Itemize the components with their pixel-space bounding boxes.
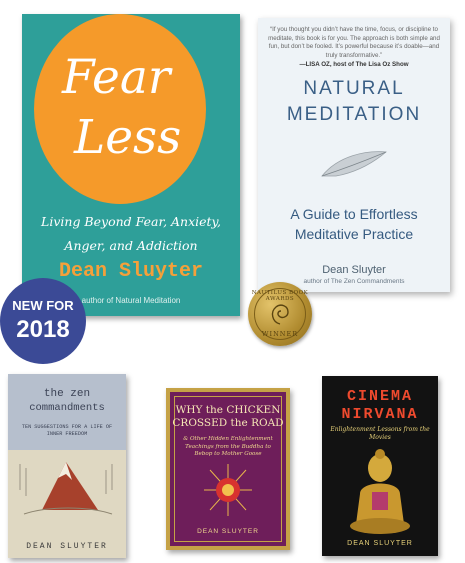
subtitle-line1: A Guide to Effortless xyxy=(290,206,418,222)
title-line2: CROSSED the ROAD xyxy=(172,417,284,429)
book-author: DEAN SLUYTER xyxy=(26,542,108,551)
book-title xyxy=(170,404,286,430)
book-title-line2: NIRVANA xyxy=(341,406,419,423)
book-title-line2: Less xyxy=(74,110,182,165)
book-title-line2: MEDITATION xyxy=(286,104,422,125)
blurb-attribution: —LISA OZ, host of The Lisa Oz Show xyxy=(299,61,409,68)
book-title-line1: the zen xyxy=(43,388,91,400)
blurb-quote: “If you thought you didn’t have the time, focus, or discipline to meditate, this book is for you. The approach is both simple and fun, but don’t be fooled. It’s powerful because it’s doable—and truly transformative.” xyxy=(268,26,440,59)
title-line1: WHY the CHICKEN xyxy=(175,404,281,416)
book-title-line1: NATURAL xyxy=(303,78,405,99)
book-subtitle: Enlightenment Lessons from the Movies xyxy=(330,426,430,441)
book-author: DEAN SLUYTER xyxy=(197,528,259,535)
book-title-line1: Fear xyxy=(62,50,171,105)
book-cover-cinema-nirvana[interactable] xyxy=(322,376,438,556)
book-cover-natural-meditation[interactable] xyxy=(258,18,450,292)
badge-year: 2018 xyxy=(16,316,70,343)
mountain-illustration xyxy=(8,450,126,540)
award-name: NAUTILUS BOOK AWARDS xyxy=(251,290,309,302)
book-subtitle: & Other Hidden Enlightenment Teachings from the Buddha to Bebop to Mother Goose xyxy=(183,436,273,457)
award-seal xyxy=(248,282,312,346)
book-title-line2: commandments xyxy=(29,402,105,414)
book-subtitle xyxy=(30,210,232,258)
feather-icon xyxy=(318,146,390,182)
book-author: DEAN SLUYTER xyxy=(347,540,413,547)
award-winner: WINNER xyxy=(261,330,299,338)
book-blurb xyxy=(266,26,442,70)
orange-brush-circle xyxy=(34,14,206,204)
book-author: Dean Sluyter xyxy=(58,260,204,283)
chicken-emblem-icon xyxy=(204,464,252,516)
buddha-statue-icon xyxy=(346,446,414,536)
book-byline: author of Natural Meditation xyxy=(81,296,181,305)
new-release-badge xyxy=(0,278,86,364)
book-cover-why-the-chicken[interactable] xyxy=(166,388,290,550)
book-cover-fear-less[interactable] xyxy=(22,14,240,316)
subtitle-line2: Meditative Practice xyxy=(294,226,414,242)
book-subtitle: TEN SUGGESTIONS FOR A LIFE OF INNER FREEDOM xyxy=(21,424,113,437)
subtitle-line2: Anger, and Addiction xyxy=(64,238,198,253)
book-title-line1: CINEMA xyxy=(346,388,413,405)
book-author: Dean Sluyter xyxy=(322,264,386,276)
book-cover-zen-commandments[interactable] xyxy=(8,374,126,558)
subtitle-line1: Living Beyond Fear, Anxiety, xyxy=(41,214,221,229)
book-byline: author of The Zen Commandments xyxy=(303,278,405,285)
book-subtitle xyxy=(258,204,450,244)
nautilus-shell-icon xyxy=(268,300,292,326)
badge-line1: NEW FOR xyxy=(12,298,74,313)
